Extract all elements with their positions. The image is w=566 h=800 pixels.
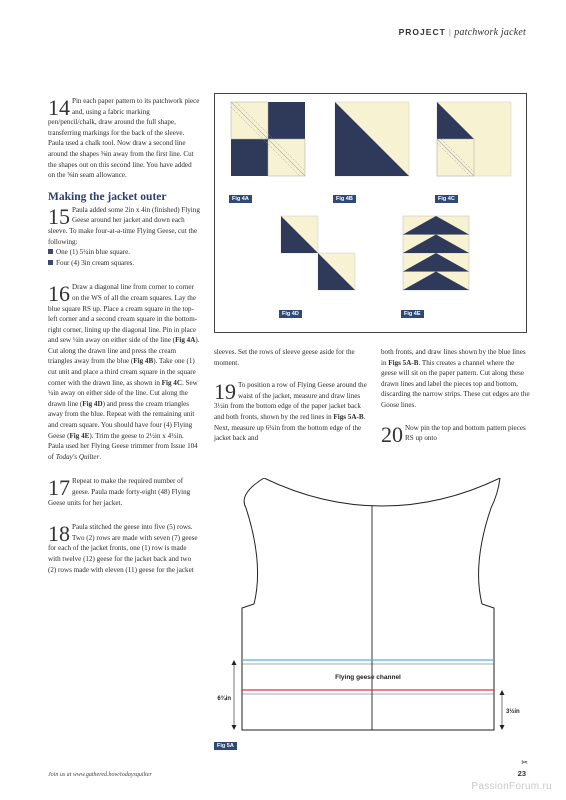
step-text: ). Trim the geese to 2½in x 4½in. Paula used her Flying Geese trimmer from Issue 104 of — [48, 431, 198, 461]
step-text: ). Take one (1) cut unit and place a third cream square in the square corner with the drawn line, as shown in — [48, 357, 196, 387]
step-text: ). Cut along the drawn line and press the cream triangles away from the blue ( — [48, 336, 200, 366]
step-text: . Next, measure up 6¾in from the bottom edge of the jacket back and — [214, 412, 366, 443]
step-text: Pin each paper pattern to its patchwork piece and, using a fabric marking pen/pencil/chalk, draw around the full shape, transferring markings for the back of the sleeve. Paula used a chalk tool. Now draw a second line around the shapes ⅝in away from the first line. Cut the shapes out on this second line. You have added on the ⅝in seam allowance. — [48, 97, 200, 180]
step-18-continued — [214, 347, 368, 368]
header-separator: | — [448, 27, 452, 37]
left-measurement: 6¾in — [217, 696, 231, 702]
fig-4a-drawing — [231, 102, 305, 176]
step-15 — [48, 205, 200, 269]
scissors-icon: ✂ — [521, 758, 528, 767]
fig-4e-label: Fig 4E — [401, 310, 424, 318]
step-17 — [48, 476, 200, 508]
step-19-continued — [381, 347, 531, 411]
fig-ref: Figs 5A-B — [333, 412, 364, 421]
jacket-back-outline — [242, 478, 500, 730]
step-16 — [48, 282, 200, 462]
footer-website: Join us at www.gathered.how/todaysquilter — [48, 772, 152, 778]
step-20 — [381, 421, 531, 447]
step-text: To position a row of Flying Geese around the waist of the jacket, measure and draw lines 3½in from the bottom edge of the paper jacket back and both fronts, shown by the red lines in — [214, 381, 367, 421]
fig-4b-drawing — [335, 102, 409, 176]
fig-4c-drawing — [437, 102, 511, 176]
channel-label: Flying geese channel — [335, 674, 401, 681]
step-number: 20 — [381, 421, 403, 447]
step-text: ) and press the cream triangles away from the blue. Repeat with the remaining unit and cream square. You should have four (4) Flying Geese ( — [48, 399, 195, 440]
step-text: . — [99, 452, 102, 461]
figure-4-panel — [214, 93, 527, 333]
running-header — [399, 27, 526, 38]
step-number: 15 — [48, 203, 70, 229]
arrow-head-icon — [500, 725, 505, 730]
step-14 — [48, 96, 200, 181]
figure-4-illustration — [215, 94, 526, 332]
section-heading: Making the jacket outer — [48, 190, 167, 203]
magazine-title: Today's Quilter — [55, 452, 100, 461]
step-text: Paula stitched the geese into five (5) rows. Two (2) rows are made with seven (7) geese for each of the jacket fronts, one (1) row is made with twelve (12) geese for the jacket back and two (2) rows made with eleven (11) geese for the jacket — [48, 523, 198, 574]
text-column-1 — [48, 96, 200, 585]
step-text: Now pin the top and bottom pattern pieces RS up onto — [405, 423, 526, 443]
step-number: 16 — [48, 281, 70, 307]
bullet-icon — [48, 260, 53, 265]
bullet-icon — [48, 249, 53, 254]
fig-4c-label: Fig 4C — [435, 195, 458, 203]
right-measurement: 3½in — [506, 709, 520, 715]
fig-ref: Fig 4D — [82, 399, 103, 408]
header-section: PROJECT — [398, 27, 446, 37]
fig-ref: Fig 4C — [161, 378, 182, 387]
step-text: Draw a diagonal line from corner to corner on the WS of all the cream squares. Lay the blue square RS up. Place a cream square in the top-left corner and a second cream square in the bottom-right corner, lining up the diagonal line. Pin in place and sew ¼in away on either side of the line ( — [48, 283, 198, 345]
step-19 — [214, 380, 368, 444]
fig-4d-drawing — [281, 216, 355, 290]
text-column-3 — [381, 347, 531, 454]
arrow-head-icon — [232, 660, 237, 665]
cut-item: One (1) 5¼in blue square. — [56, 248, 131, 257]
step-number: 14 — [48, 95, 70, 120]
page-number: 23 — [517, 769, 526, 778]
header-title: patchwork jacket — [454, 27, 526, 38]
fig-4d-label: Fig 4D — [279, 310, 302, 318]
step-text: Paula added some 2in x 4in (finished) Flying Geese around her jacket and down each sleeve. To make four-at-a-time Flying Geese, cut the following: — [48, 205, 200, 246]
step-text: both fronts, and draw lines shown by the blue lines in — [381, 348, 526, 367]
figure-5a-jacket-pattern — [212, 478, 532, 754]
fig-ref: Fig 4A — [175, 336, 196, 345]
fig-ref: Fig 4B — [133, 357, 154, 366]
text-column-2 — [214, 347, 368, 454]
cut-item: Four (4) 3in cream squares. — [56, 258, 135, 267]
fig-4a-label: Fig 4A — [229, 195, 252, 203]
fig-4b-label: Fig 4B — [333, 195, 356, 203]
watermark: PassionForum.ru — [471, 781, 552, 792]
fig-5a-label: Fig 5A — [214, 742, 237, 750]
step-text: . Sew ¼in away on either side of the line. Cut along the drawn line ( — [48, 378, 198, 408]
step-number: 19 — [214, 379, 236, 405]
step-number: 17 — [48, 475, 70, 501]
step-text: sleeves. Set the rows of sleeve geese aside for the moment. — [214, 348, 355, 367]
arrow-head-icon — [232, 725, 237, 730]
fig-ref: Figs 5A-B — [388, 358, 419, 367]
fig-ref: Fig 4E — [69, 431, 90, 440]
step-text: . This creates a channel where the geese will sit on the paper pattern. Cut along these drawn lines and label the pieces top and bottom, discarding the narrow strips. These cut edges are the Goose lines. — [381, 358, 530, 409]
step-number: 18 — [48, 521, 70, 547]
fig-4e-drawing — [403, 216, 469, 290]
arrow-head-icon — [500, 690, 505, 695]
step-18 — [48, 522, 200, 575]
step-text: Repeat to make the required number of geese. Paula made forty-eight (48) Flying Geese units for her jacket. — [48, 477, 191, 507]
